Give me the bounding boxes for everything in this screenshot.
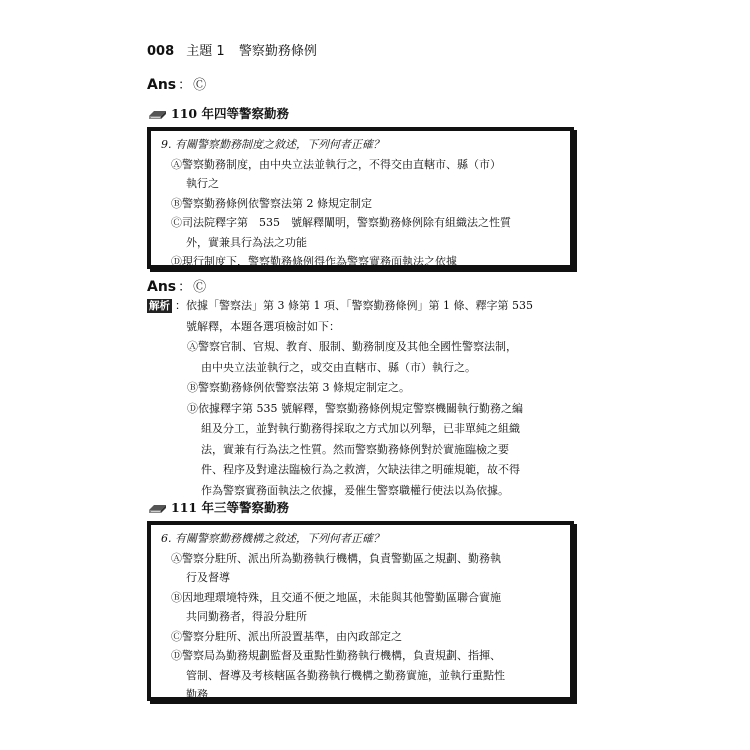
answer-label: Ans — [147, 77, 177, 93]
topic-label: 主題 1 — [186, 44, 225, 59]
explanation-tag: 解析 — [149, 300, 170, 312]
explanation-intro-line: 號解釋，本題各選項檢討如下： — [186, 319, 340, 333]
section-heading-111 — [147, 498, 289, 516]
option-line: Ⓐ警察分駐所、派出所為勤務執行機構，負責警勤區之規劃、勤務執 — [171, 551, 501, 565]
question-stem: 6. 有關警察勤務機構之敘述，下列何者正確？ — [161, 532, 384, 545]
option-line: Ⓑ因地理環境特殊，且交通不便之地區，未能與其他警勤區聯合實施 — [171, 590, 501, 604]
option-line: Ⓒ警察分駐所、派出所設置基準，由內政部定之 — [171, 629, 402, 643]
question-box-6 — [147, 521, 574, 701]
option-continuation: 共同勤務者，得設分駐所 — [186, 610, 307, 623]
answer-value: Ⓒ — [193, 280, 207, 295]
previous-answer — [147, 74, 206, 93]
option-continuation: 外，實兼具行為法之功能 — [186, 235, 307, 249]
book-icon — [147, 499, 167, 515]
question-box-9 — [147, 127, 574, 269]
question-answer — [147, 276, 206, 295]
option-continuation: 組及分工，並對執行勤務得採取之方式加以列舉，已非單純之組織 — [201, 422, 520, 435]
section-title: 111 年三等警察勤務 — [171, 500, 289, 515]
book-icon — [147, 105, 167, 121]
answer-value: Ⓒ — [193, 78, 207, 93]
answer-colon: ： — [178, 78, 192, 93]
option-line: Ⓓ警察局為勤務規劃監督及重點性勤務執行機構，負責規劃、指揮、 — [171, 649, 501, 662]
option-line: Ⓒ司法院釋字第 535 號解釋闡明，警察勤務條例除有組織法之性質 — [171, 216, 511, 229]
option-line: Ⓓ現行制度下，警察勤務條例得作為警察實務面執法之依據 — [171, 255, 457, 268]
answer-colon: ： — [178, 280, 192, 295]
option-line: Ⓑ警察勤務條例依警察法第 3 條規定制定之。 — [187, 381, 410, 394]
option-line: Ⓑ警察勤務條例依警察法第 2 條規定制定 — [171, 196, 372, 210]
answer-label: Ans — [147, 279, 177, 295]
section-title: 110 年四等警察勤務 — [171, 106, 289, 121]
option-line: Ⓐ警察官制、官規、教育、服制、勤務制度及其他全國性警察法制， — [187, 340, 517, 353]
explanation-block — [147, 296, 587, 501]
page-header — [147, 40, 317, 59]
explanation-intro-line: ：依據「警察法」第 3 條第 1 項、「警察勤務條例」第 1 條、釋字第 535 — [175, 299, 533, 312]
option-line: Ⓓ依據釋字第 535 號解釋，警察勤務條例規定警察機關執行勤務之編 — [187, 401, 523, 415]
option-line: Ⓐ警察勤務制度，由中央立法並執行之，不得交由直轄市、縣（市） — [171, 157, 501, 171]
option-continuation: 法，實兼有行為法之性質。然而警察勤務條例對於實施臨檢之要 — [201, 442, 509, 456]
option-continuation: 作為警察實務面執法之依據，爰催生警察職權行使法以為依據。 — [201, 483, 509, 497]
page-number: 008 — [147, 44, 175, 59]
option-continuation: 件、程序及對違法臨檢行為之救濟，欠缺法律之明確規範，故不得 — [201, 463, 520, 476]
option-continuation: 勤務 — [186, 688, 208, 701]
topic-title: 警察勤務條例 — [238, 44, 317, 59]
option-continuation: 由中央立法並執行之，或交由直轄市、縣（市）執行之。 — [201, 360, 476, 374]
section-heading-110 — [147, 104, 289, 122]
option-continuation: 管制、督導及考核轄區各勤務執行機構之勤務實施，並執行重點性 — [186, 668, 505, 682]
option-continuation: 執行之 — [186, 177, 219, 190]
option-continuation: 行及督導 — [186, 571, 230, 584]
question-stem: 9. 有關警察勤務制度之敘述，下列何者正確？ — [161, 138, 384, 151]
